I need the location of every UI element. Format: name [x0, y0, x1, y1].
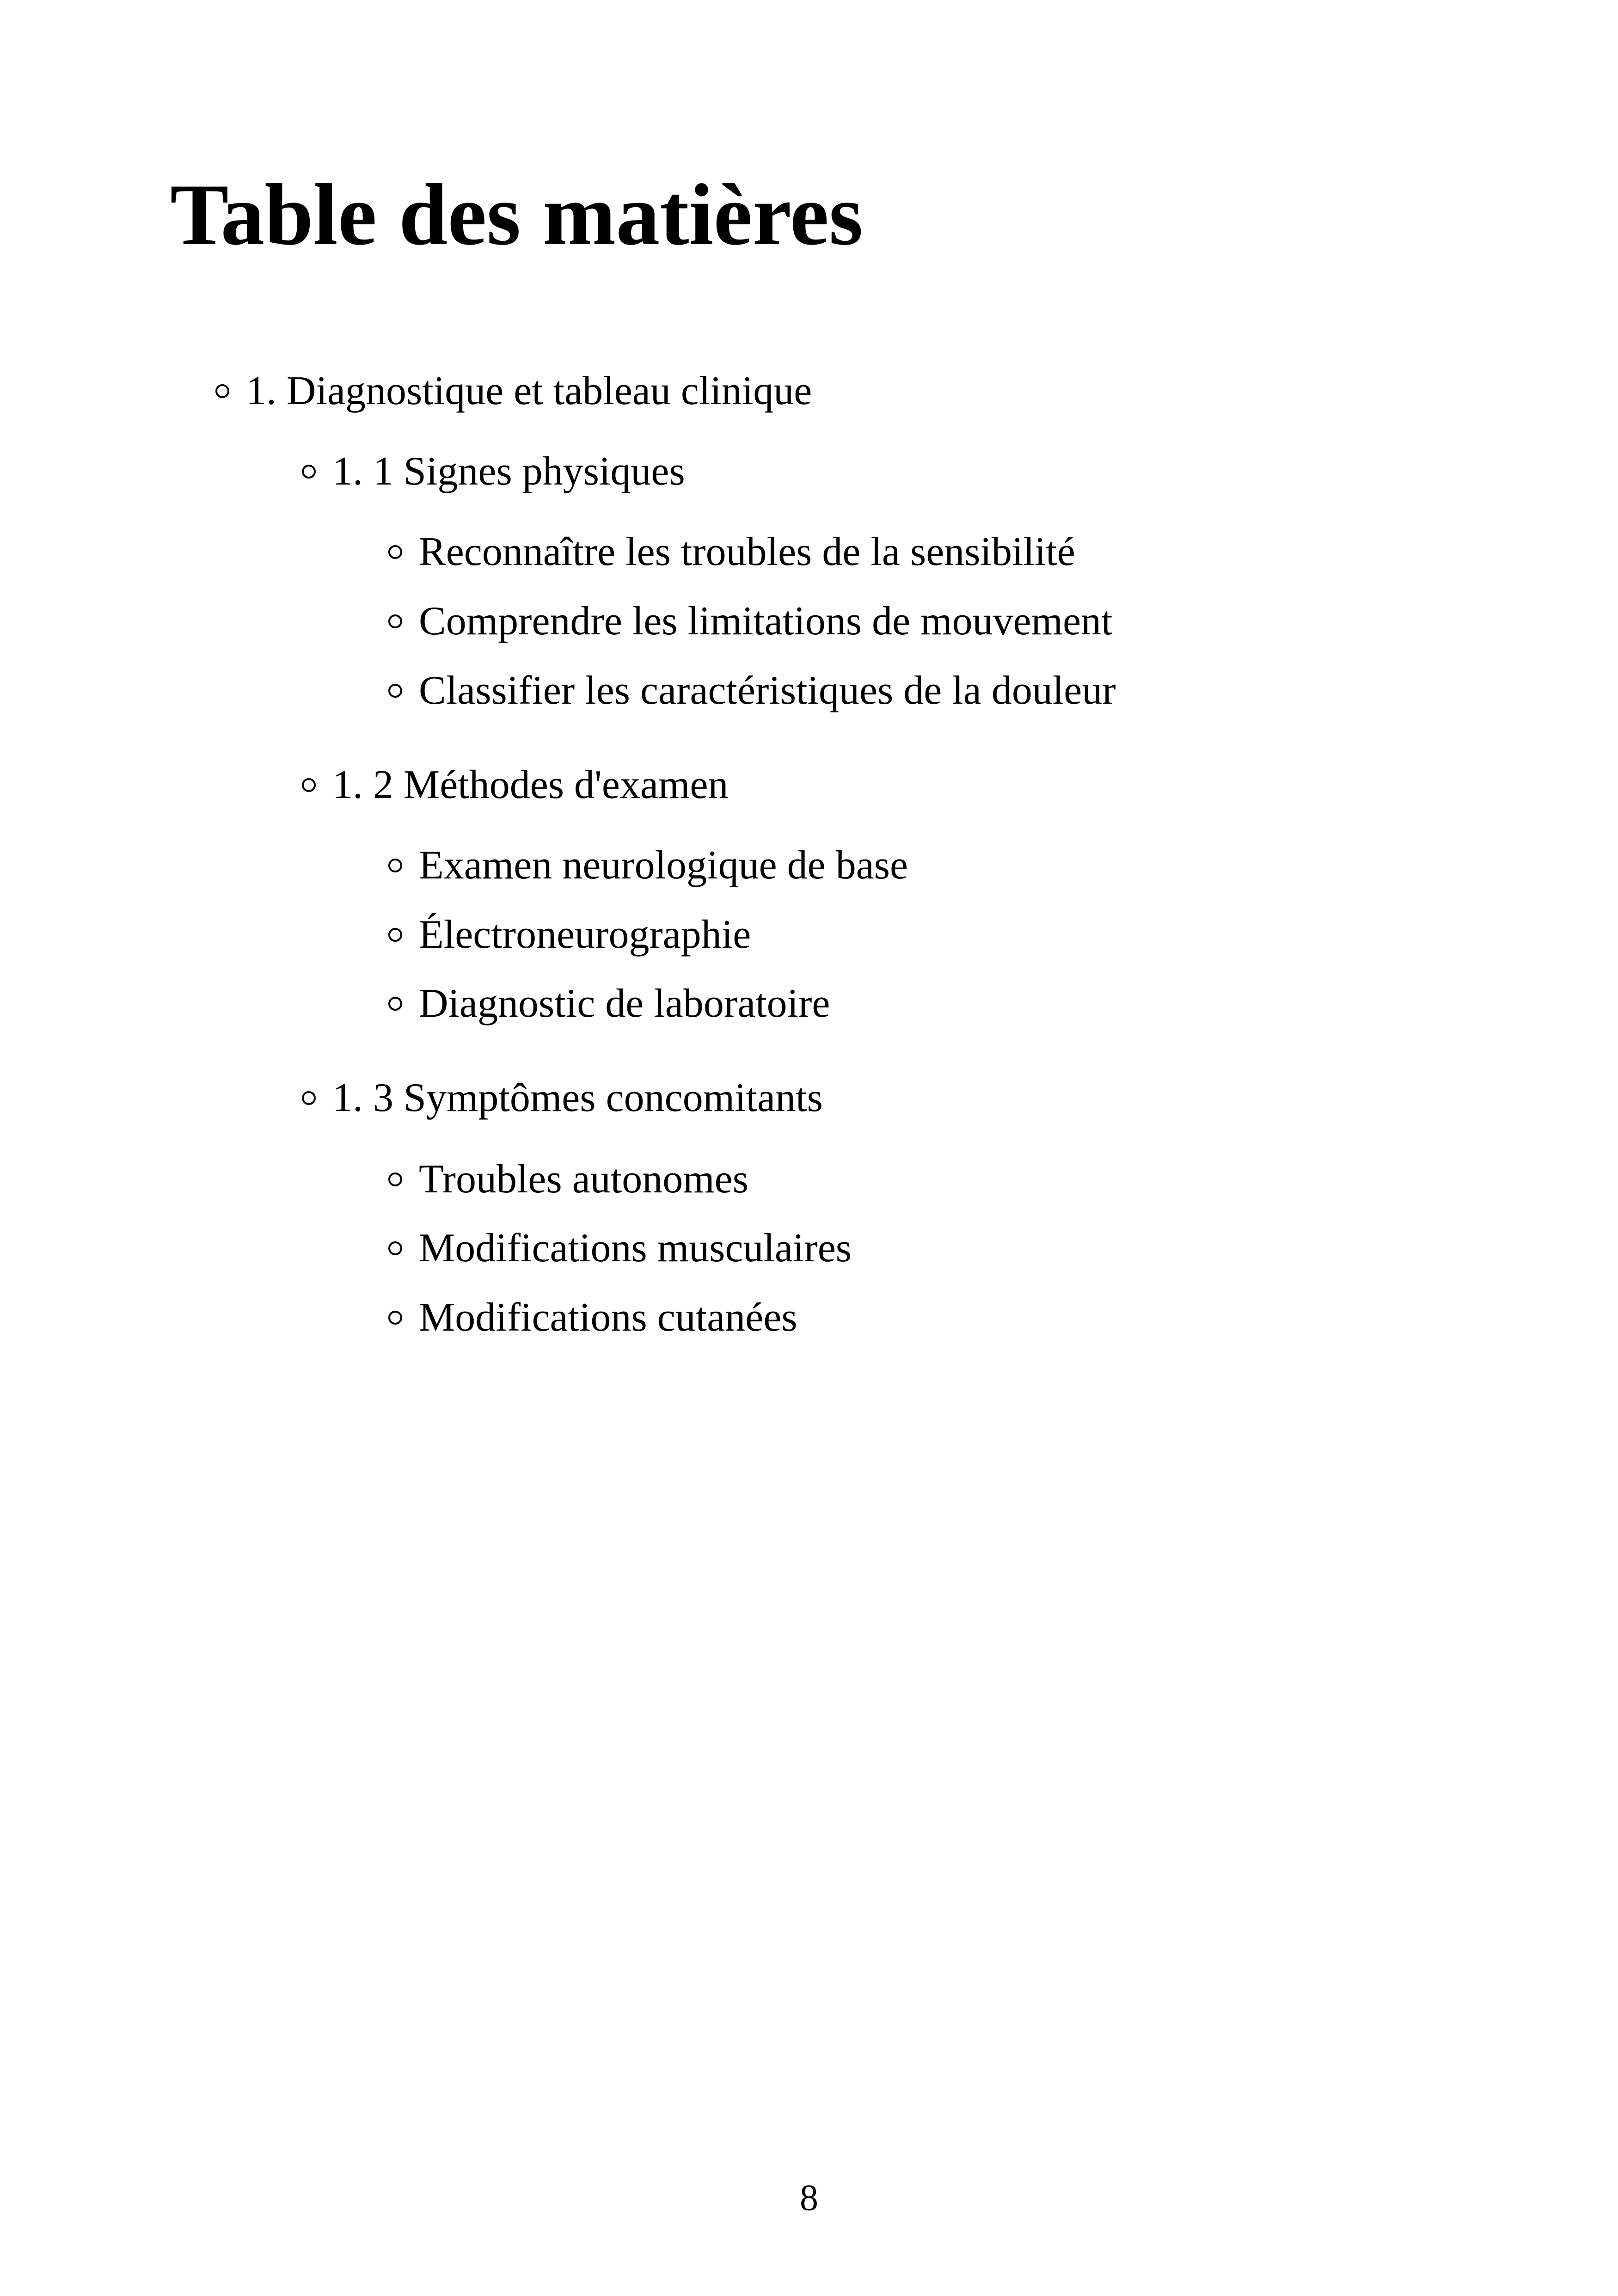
toc-item-label: Modifications cutanées [419, 1295, 797, 1340]
toc-item-label: Classifier les caractéristiques de la douleur [419, 668, 1116, 713]
toc-item[interactable] [388, 912, 751, 957]
toc-item-label: Reconnaître les troubles de la sensibilité [419, 529, 1075, 574]
circle-bullet-icon [388, 859, 402, 872]
toc-section-label: 1. 3 Symptômes concomitants [332, 1075, 823, 1120]
toc-item[interactable] [388, 670, 1116, 711]
toc-item[interactable] [388, 845, 908, 886]
circle-bullet-icon [388, 1173, 402, 1186]
toc-section-label: 1. 2 Méthodes d'examen [332, 762, 729, 807]
page-number: 8 [800, 2178, 818, 2218]
circle-bullet-icon [388, 997, 402, 1011]
circle-bullet-icon [388, 928, 402, 942]
circle-bullet-icon [302, 778, 316, 792]
toc-item-label: Diagnostic de laboratoire [419, 981, 830, 1026]
circle-bullet-icon [388, 1311, 402, 1325]
circle-bullet-icon [388, 614, 402, 628]
toc-item[interactable] [388, 1297, 797, 1338]
circle-bullet-icon [302, 465, 316, 479]
circle-bullet-icon [388, 684, 402, 698]
circle-bullet-icon [388, 545, 402, 559]
toc-chapter-1[interactable] [215, 368, 812, 413]
toc-section-1-3[interactable] [302, 1075, 823, 1120]
toc-item[interactable] [388, 601, 1113, 642]
circle-bullet-icon [302, 1091, 316, 1105]
toc-section-1-2[interactable] [302, 762, 729, 807]
toc-item[interactable] [388, 1228, 852, 1269]
toc-item[interactable] [388, 529, 1075, 574]
toc-item-label: Comprendre les limitations de mouvement [419, 599, 1113, 644]
toc-item-label: Électroneurographie [419, 912, 751, 957]
toc-chapter-label: 1. Diagnostique et tableau clinique [246, 368, 812, 413]
toc-section-label: 1. 1 Signes physiques [332, 449, 685, 494]
circle-bullet-icon [388, 1241, 402, 1255]
toc-item-label: Troubles autonomes [419, 1157, 748, 1202]
page-title: Table des matières [170, 166, 863, 264]
toc-item[interactable] [388, 1159, 748, 1200]
toc-item-label: Modifications musculaires [419, 1226, 852, 1271]
circle-bullet-icon [215, 384, 229, 398]
toc-item[interactable] [388, 983, 830, 1024]
toc-section-1-1[interactable] [302, 451, 685, 492]
toc-item-label: Examen neurologique de base [419, 843, 908, 888]
